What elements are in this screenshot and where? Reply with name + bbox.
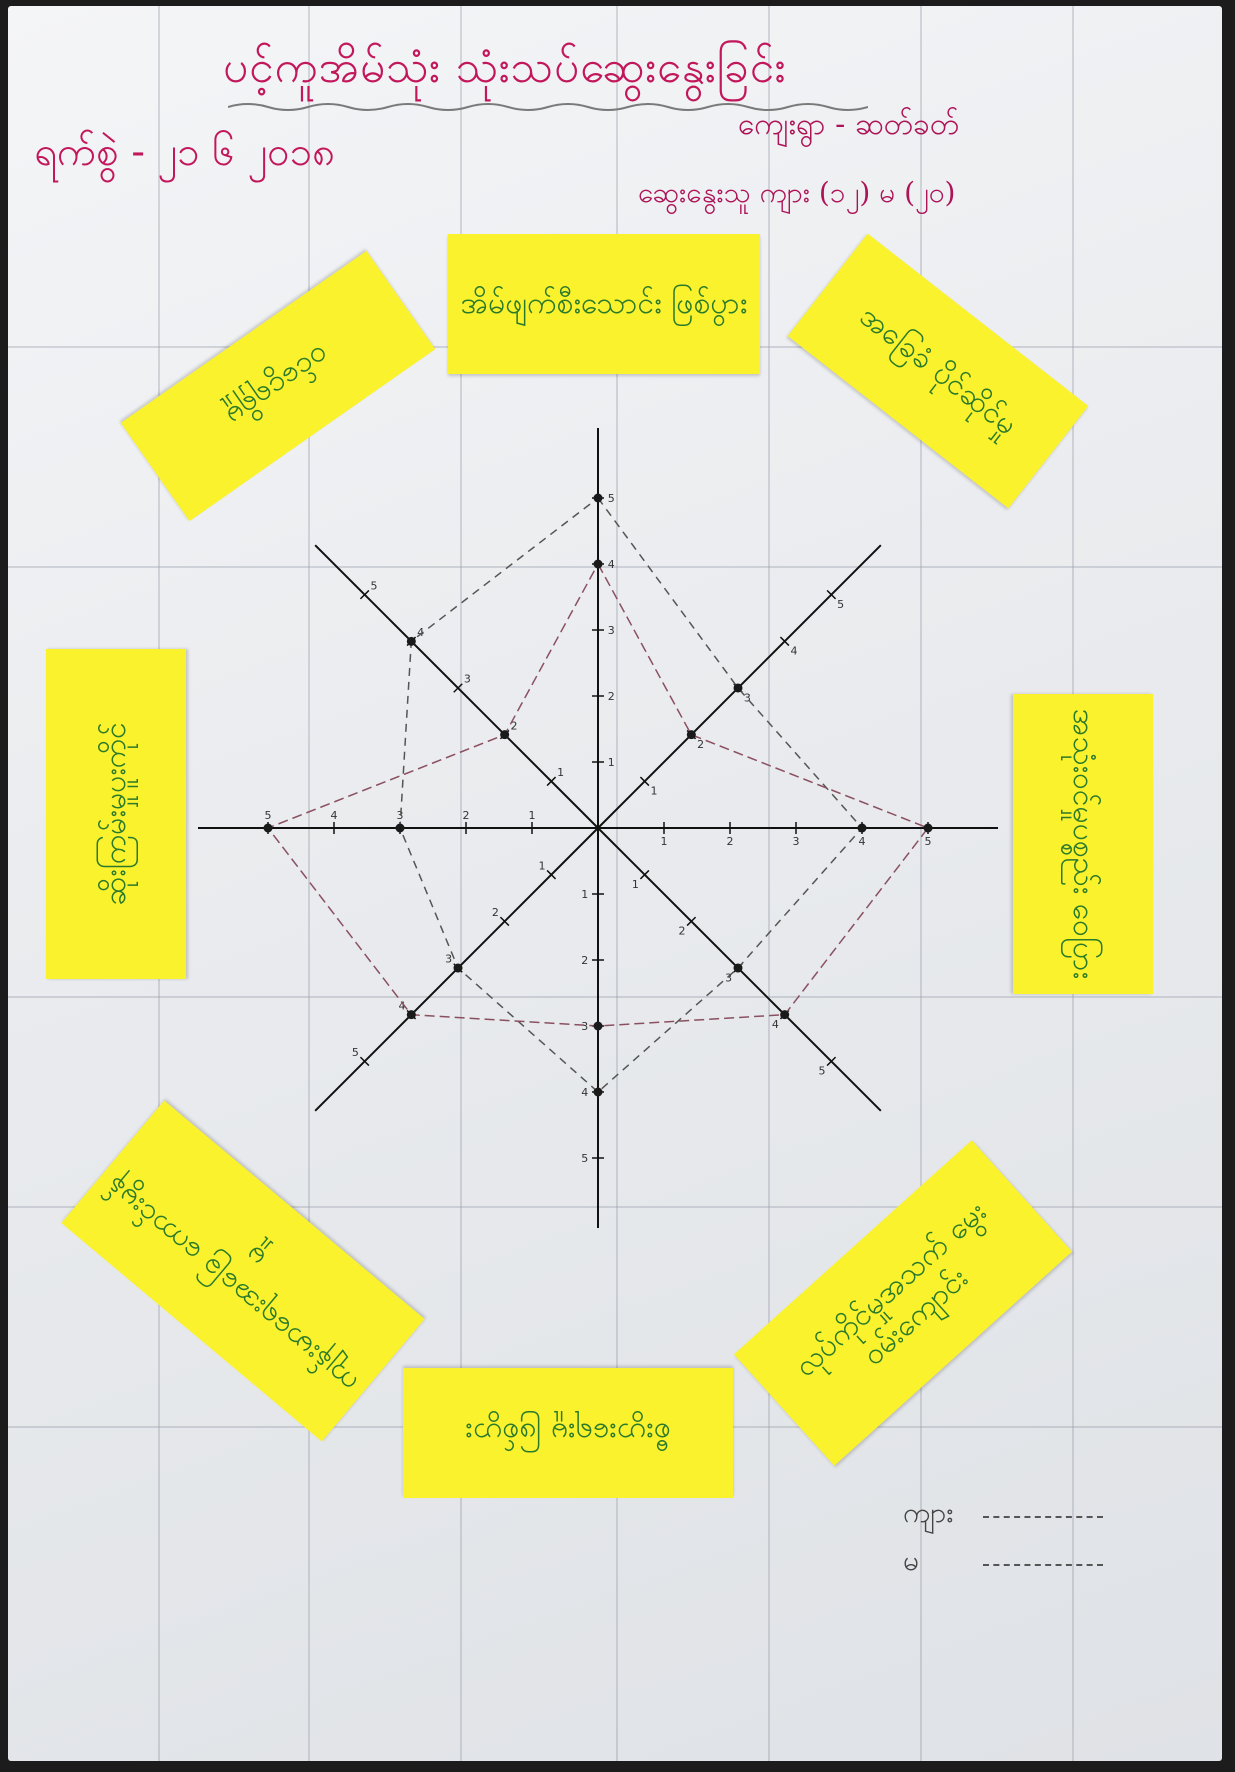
- date-label: ရက်စွဲ - ၂၁ ၆ ၂၀၁၈: [34, 129, 336, 175]
- note-top-left-text: ဝင်ငွေရရှိမှု: [219, 338, 337, 435]
- axis-tick-label: 5: [818, 1064, 826, 1078]
- note-left-text: ဆိုးကြမ်းမှုပူးကိုင်: [98, 722, 134, 906]
- male-series-point: [734, 683, 743, 692]
- axis-tick-label: 3: [725, 971, 733, 985]
- axis-tick-label: 1: [631, 878, 639, 892]
- note-bottom-right-text: လုပ်ကိုင်မှုအသက် မွေးဝမ်းကျောင်း: [787, 1193, 993, 1384]
- axis-tick-label: 1: [660, 835, 668, 849]
- axis-tick-label: 1: [581, 888, 589, 901]
- legend-female-line: [983, 1564, 1103, 1566]
- axis-tick-label: 3: [792, 835, 800, 849]
- axis-tick-label: 1: [650, 784, 658, 798]
- axis-tick-label: 2: [462, 808, 470, 822]
- male-series-point: [453, 964, 462, 973]
- female-series-point: [594, 560, 603, 569]
- axis-tick-label: 3: [396, 808, 404, 822]
- female-series-point: [264, 824, 273, 833]
- axis-tick-label: 1: [528, 808, 536, 822]
- axis-tick-label: 4: [790, 644, 798, 658]
- male-series-point: [407, 637, 416, 646]
- axis-tick-label: 1: [607, 756, 615, 769]
- note-bottom-left-text: ကျန်းမာရေးအခြေ ကောင်းမွန်မှု: [97, 1169, 365, 1402]
- axis-tick-label: 5: [607, 492, 615, 505]
- female-series-point: [687, 730, 696, 739]
- axis-tick-label: 4: [330, 808, 338, 822]
- note-top: [448, 234, 760, 374]
- legend-female-label: မ: [903, 1544, 919, 1577]
- note-top-text: အိမ်ဖျက်စီးသောင်း ဖြစ်ပွား: [460, 286, 748, 322]
- participants-label: ဆွေးနွေးသူ ကျား (၁၂) မ (၂၀): [638, 176, 956, 209]
- axis-tick-label: 4: [607, 558, 615, 571]
- axis-line-top-left: [315, 545, 598, 828]
- note-bottom-text: စီးပွားရေးမူ ဖြစ်ပွား: [465, 1415, 671, 1451]
- legend-male-label: ကျား: [903, 1496, 954, 1529]
- axis-tick-label: 5: [351, 1046, 359, 1060]
- female-series-point: [407, 1010, 416, 1019]
- axis-tick-label: 3: [463, 672, 471, 686]
- axis-tick-label: 3: [581, 1020, 589, 1033]
- female-series-point: [924, 824, 933, 833]
- axis-tick-label: 3: [607, 624, 615, 637]
- axis-tick-label: 4: [581, 1086, 589, 1099]
- axis-tick-label: 2: [726, 835, 734, 849]
- axis-tick-label: 3: [743, 691, 751, 705]
- axis-tick-label: 5: [924, 835, 932, 849]
- female-series-point: [500, 730, 509, 739]
- note-left: [46, 649, 186, 979]
- axis-tick-label: 5: [264, 808, 272, 822]
- axis-tick-label: 2: [491, 906, 499, 920]
- male-series-point: [858, 824, 867, 833]
- male-series-point: [734, 964, 743, 973]
- axis-tick-label: 5: [581, 1152, 589, 1165]
- axis-tick-label: 5: [370, 579, 378, 593]
- note-top-right-text: အခြေခံ ပိုင်ဆိုင်မှု: [852, 298, 1024, 443]
- axis-tick-label: 3: [445, 952, 453, 966]
- axis-tick-label: 2: [510, 719, 518, 733]
- axis-tick-label: 2: [678, 924, 686, 938]
- axis-tick-label: 4: [417, 625, 425, 639]
- legend-male-line: [983, 1516, 1103, 1518]
- axis-tick-label: 2: [581, 954, 589, 967]
- axis-tick-label: 2: [607, 690, 615, 703]
- male-series-point: [396, 824, 405, 833]
- female-series-point: [780, 1010, 789, 1019]
- axis-tick-label: 2: [697, 737, 705, 751]
- legend: [903, 1494, 1133, 1590]
- page-title: ပင့်ကူအိမ်သုံး သုံးသပ်ဆွေးနွေးခြင်း: [223, 42, 787, 93]
- village-label: ကျေးရွာ - ဆတ်ခတ်: [738, 107, 960, 142]
- note-right: [1013, 694, 1153, 994]
- paper-sheet: [8, 6, 1222, 1761]
- axis-tick-label: 4: [771, 1018, 779, 1032]
- axis-tick-label: 5: [837, 597, 845, 611]
- male-series-point: [594, 1088, 603, 1097]
- male-series-point: [594, 494, 603, 503]
- legend-male: [903, 1494, 1133, 1542]
- note-right-text: အသုံးဝင်မှုပစ္စည်း ဝေပြား: [1065, 708, 1101, 980]
- axis-tick-label: 4: [398, 999, 406, 1013]
- note-bottom: [403, 1368, 733, 1498]
- axis-tick-label: 4: [858, 835, 866, 849]
- female-series-point: [594, 1022, 603, 1031]
- axis-tick-label: 1: [538, 859, 546, 873]
- axis-tick-label: 1: [557, 765, 565, 779]
- legend-female: [903, 1542, 1133, 1590]
